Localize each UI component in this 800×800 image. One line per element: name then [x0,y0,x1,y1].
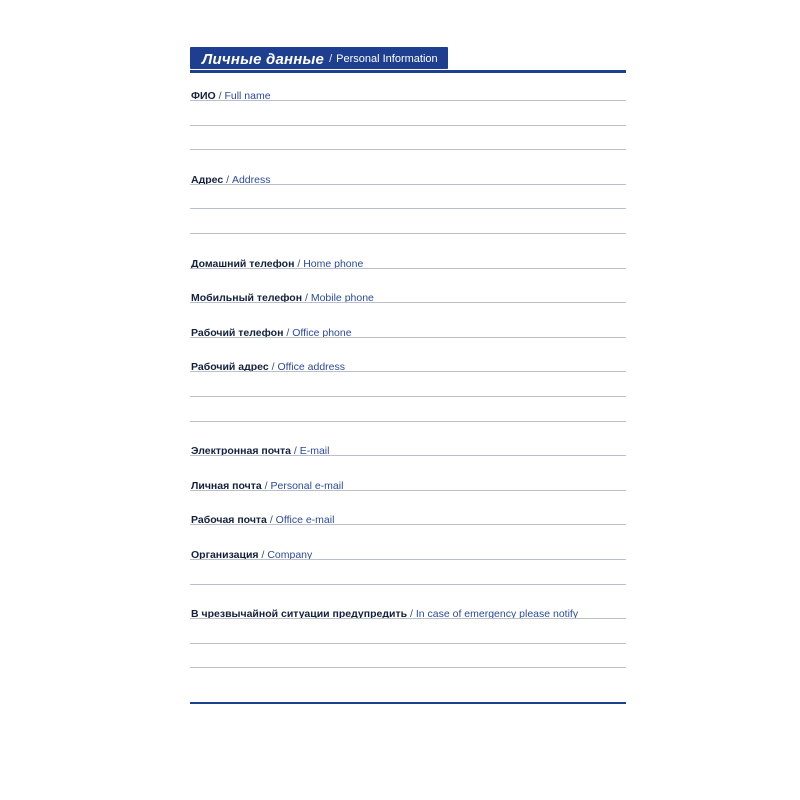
section-title-separator: / [329,53,333,65]
field-write-line[interactable] [190,584,626,585]
field-label-separator: / [261,479,271,492]
field-write-line[interactable] [190,100,626,101]
field-write-line[interactable] [190,208,626,209]
section-title-ru: Личные данные [202,50,325,68]
field-label-ru: Электронная почта [191,445,291,458]
field-label-separator: / [266,514,276,527]
field-label-en: Personal e-mail [270,479,344,492]
field-label-ru: Мобильный телефон [191,292,303,305]
field-label-en: Office address [277,361,346,374]
field-label-separator: / [283,326,293,339]
field-label-separator: / [215,90,225,102]
field-label-en: In case of emergency please notify [415,608,579,621]
field-label-separator: / [223,173,232,186]
field-label-ru: Личная почта [191,479,262,492]
field-label-separator: / [302,292,311,305]
field-write-line[interactable] [190,184,626,185]
field-write-line[interactable] [190,233,626,234]
field-label-separator: / [290,445,300,458]
field-label-en: Office phone [292,326,352,339]
field-write-line[interactable] [190,490,626,491]
field-label-en: Company [267,549,313,561]
section-header [190,47,626,73]
field-label-separator: / [268,361,278,374]
field-label-separator: / [258,549,268,561]
field-label-ru: Рабочий телефон [191,326,284,339]
field-label-en: Office e-mail [275,514,335,527]
field-label-en: Full name [224,90,271,102]
field-label-en: Home phone [303,257,364,270]
section-header-tab [190,47,448,69]
field-write-line[interactable] [190,268,626,269]
field-label-ru: Домашний телефон [191,257,295,270]
field-write-line[interactable] [190,643,626,644]
field-write-line[interactable] [190,337,626,338]
field-write-line[interactable] [190,455,626,456]
field-label-ru: ФИО [191,90,216,102]
section-footer-rule [190,702,626,704]
field-label-en: E-mail [299,445,330,458]
field-label-en: Address [231,173,271,186]
field-write-line[interactable] [190,667,626,668]
field-label-ru: Рабочий адрес [191,361,269,374]
section-header-rule [190,70,626,73]
field-write-line[interactable] [190,125,626,126]
field-write-line[interactable] [190,302,626,303]
field-write-line[interactable] [190,618,626,619]
field-label-ru: Адрес [191,173,224,186]
field-label-ru: Организация [191,549,259,561]
field-write-line[interactable] [190,559,626,560]
field-write-line[interactable] [190,371,626,372]
section-title-en: Personal Information [336,53,438,65]
field-label-ru: Рабочая почта [191,514,267,527]
field-label-ru: В чрезвычайной ситуации предупредить [191,608,408,621]
field-write-line[interactable] [190,396,626,397]
field-label-en: Mobile phone [310,292,374,305]
field-write-line[interactable] [190,149,626,150]
field-write-line[interactable] [190,524,626,525]
form-fields [190,90,626,712]
field-write-line[interactable] [190,421,626,422]
field-label-separator: / [294,257,304,270]
field-label-separator: / [407,608,416,621]
